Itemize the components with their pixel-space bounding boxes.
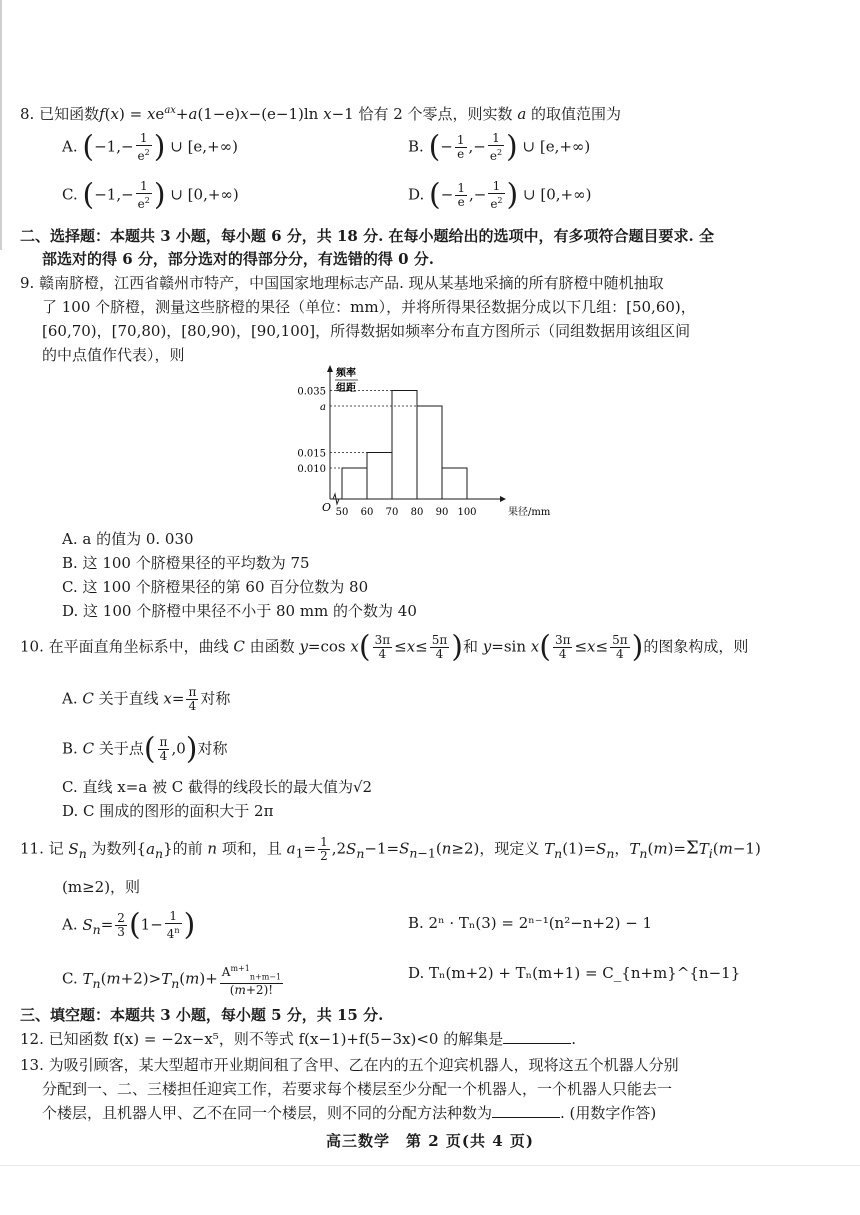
q11-option-d: D. Tₙ(m+2) + Tₙ(m+1) = C_{n+m}^{n−1} [408, 964, 741, 982]
q9-line-2: 了 100 个脐橙，测量这些脐橙的果径（单位：mm），并将所得果径数据分成以下几组：[50,60)， [42, 298, 696, 316]
y-tick-label: 0.035 [297, 386, 326, 398]
q9-line-1: 9. 赣南脐橙，江西省赣州市特产，中国国家地理标志产品. 现从某基地采摘的所有脐橙中随机抽取 [20, 274, 664, 292]
q9-option-a: A. a 的值为 0. 030 [62, 530, 194, 548]
q9-option-d: D. 这 100 个脐橙中果径不小于 80 mm 的个数为 40 [62, 602, 417, 620]
origin-label: O [322, 501, 332, 514]
q11-stem-2: (m≥2)，则 [62, 878, 141, 896]
q8-option-c: C. (−1,− $\frac{1}{e^2}$ ) ∪ [0,+∞) [62, 177, 239, 213]
y-axis-arrow [327, 365, 333, 372]
q13-line-2: 分配到一、二、三楼担任迎宾工作，若要求每个楼层至少分配一个机器人，一个机器人只能去一 [42, 1080, 673, 1098]
q11-stem: 11. 记 $S_n$ 为数列$\{a_n\}$的前 n 项和，且 $a_1=$ $\frac{1}{2}$ $,2S_n-1=S_{n-1}(n\ge 2)$，现定义 $T_n(1)=S_n$，$T_n(m)=\Sigma T_i(m-1)$ [20, 835, 761, 863]
q10-option-d: D. C 围成的图形的面积大于 2π [62, 802, 274, 820]
histogram-bar [417, 406, 442, 499]
x-tick-label: 100 [457, 507, 477, 518]
section2-line1: 二、选择题：本题共 3 小题，每小题 6 分，共 18 分. 在每小题给出的选项中，有多项符合题目要求. 全 [20, 227, 714, 245]
q12-answer-blank[interactable] [503, 1029, 571, 1044]
q13-tail: . (用数字作答) [560, 1104, 657, 1122]
x-tick-label: 60 [360, 507, 374, 518]
page-footer: 高三数学 第 2 页(共 4 页) [326, 1132, 534, 1150]
q9-line-4: 的中点值作代表），则 [42, 346, 185, 364]
q9-option-b: B. 这 100 个脐橙果径的平均数为 75 [62, 554, 310, 572]
x-tick-label: 80 [410, 507, 424, 518]
x-tick-label: 70 [385, 507, 399, 518]
q9-option-c: C. 这 100 个脐橙果径的第 60 百分位数为 80 [62, 578, 369, 596]
y-tick-label: 0.015 [297, 448, 326, 460]
x-tick-label: 50 [335, 507, 349, 518]
q13-answer-blank[interactable] [492, 1103, 560, 1118]
x-tick-label: 90 [435, 507, 449, 518]
bottom-rule [0, 1165, 860, 1166]
frequency-histogram [290, 362, 550, 522]
q11-option-b: B. 2ⁿ · Tₙ(3) = 2ⁿ⁻¹(n²−n+2) − 1 [408, 914, 653, 932]
q13-line-1: 13. 为吸引顾客，某大型超市开业期间租了含甲、乙在内的五个迎宾机器人，现将这五个机器人分别 [20, 1056, 679, 1074]
q8-option-a: A. (−1,− $\frac{1}{e^2}$ ) ∪ [e,+∞) [62, 129, 238, 165]
x-axis-label: 果径/mm [508, 507, 550, 518]
q10-stem: 10. 在平面直角坐标系中，曲线 C 由函数 y=cos x( $\frac{3\pi}{4}$ ≤x≤ $\frac{5\pi}{4}$ )和 y=sin x( $\frac{3\pi}{4}$ ≤x≤ $\frac{5\pi}{4}$ )的图象构成，则 [20, 629, 749, 665]
q11-option-c: C. $T_n(m+2)>T_n(m)+$ $\frac{A^{m+1}_{n+m-1}}{(m+2)!}$ [62, 964, 282, 998]
page-edge [0, 0, 2, 250]
x-axis-arrow [500, 496, 506, 502]
q11-option-a: A. $S_n=$ $\frac{2}{3}$ (1− $\frac{1}{4^n}$ ) [62, 907, 196, 943]
section2-line2: 部选对的得 6 分，部分选对的得部分分，有选错的得 0 分. [42, 250, 434, 268]
q12-stem: 12. 已知函数 f(x) = −2x−x⁵，则不等式 f(x−1)+f(5−3x)<0 的解集是 . [20, 1030, 577, 1048]
histogram-bar [392, 391, 417, 500]
y-tick-label: a [320, 402, 326, 413]
section3-header: 三、填空题：本题共 3 小题，每小题 5 分，共 15 分. [20, 1006, 384, 1024]
q13-line-3-text: 个楼层，且机器人甲、乙不在同一个楼层，则不同的分配方法种数为 [42, 1104, 493, 1122]
q8-option-d: D. (− $\frac{1}{e}$ ,− $\frac{1}{e^2}$ ) ∪ [0,+∞) [408, 177, 592, 213]
q9-line-3: [60,70)，[70,80)，[80,90)，[90,100]，所得数据如频率分布直方图所示（同组数据用该组区间 [42, 322, 691, 340]
y-tick-label: 0.010 [297, 464, 326, 475]
q12-text: 12. 已知函数 f(x) = −2x−x⁵，则不等式 f(x−1)+f(5−3x)<0 的解集是 [20, 1030, 504, 1048]
q8-stem: 8. 已知函数$f(x) = xe^{ax}+a(1-e)x-(e-1)\ln$ x−1 恰有 2 个零点，则实数 a 的取值范围为 [20, 105, 622, 123]
histogram-bar [342, 468, 367, 499]
q10-option-c: C. 直线 x=a 被 C 截得的线段长的最大值为√2 [62, 778, 373, 796]
y-axis-label-top: 频率 [336, 368, 356, 379]
q13-line-3 [42, 1102, 656, 1124]
y-axis-label-bottom: 组距 [336, 383, 356, 394]
histogram-bar [367, 453, 392, 500]
q8-option-b: B. (− $\frac{1}{e}$ ,− $\frac{1}{e^2}$ ) ∪ [e,+∞) [408, 129, 591, 165]
q10-option-a: A. C 关于直线 x= $\frac{\pi}{4}$ 对称 [62, 685, 231, 713]
q10-option-b: B. C 关于点( $\frac{\pi}{4}$ ,0)对称 [62, 731, 228, 767]
histogram-bar [442, 468, 467, 499]
